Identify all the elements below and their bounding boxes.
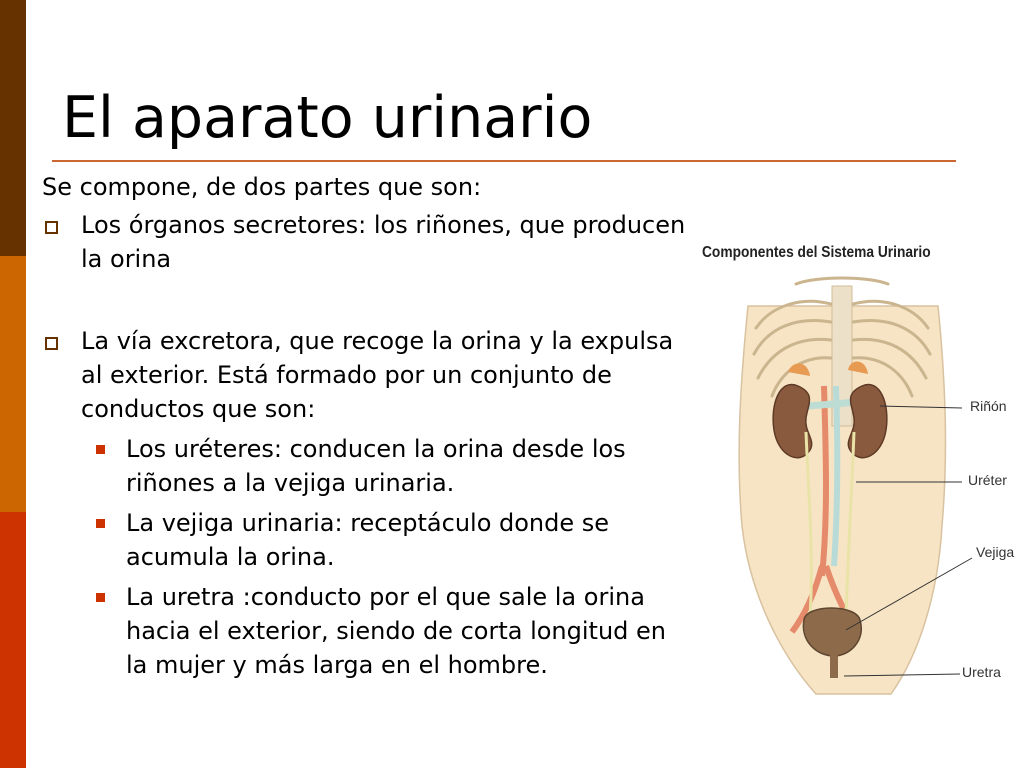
vena-cava-shape [834, 386, 837, 566]
kidney-label: Riñón [970, 398, 1007, 414]
filled-square-bullet-icon [96, 519, 105, 528]
hollow-square-bullet-icon [45, 221, 58, 234]
intro-text: Se compone, de dos partes que son: [42, 173, 482, 201]
slide-title: El aparato urinario [62, 85, 593, 151]
bladder-label: Vejiga [976, 544, 1015, 560]
ureter-label: Uréter [968, 472, 1007, 488]
sub-bullet-item [81, 432, 692, 500]
bullet-item [42, 208, 692, 276]
slide-body [42, 170, 692, 682]
sub-bullet-list [81, 432, 692, 682]
bullet-list [42, 208, 692, 682]
sub-bullet-text: La uretra :conducto por el que sale la orina hacia el exterior, siendo de corta longitud en la mujer y más larga en el hombre. [126, 583, 666, 679]
title-underline [52, 160, 956, 162]
bullet-text: La vía excretora, que recoge la orina y la expulsa al exterior. Está formado por un conjunto de conductos que son: [81, 327, 674, 423]
sub-bullet-item [81, 580, 692, 682]
diagram-title: Componentes del Sistema Urinario [702, 244, 931, 261]
sub-bullet-item [81, 506, 692, 574]
urethra-label: Uretra [962, 664, 1001, 680]
sub-bullet-text: Los uréteres: conducen la orina desde los riñones a la vejiga urinaria. [126, 435, 626, 497]
filled-square-bullet-icon [96, 593, 105, 602]
side-bar-bottom [0, 512, 26, 768]
urinary-illustration [696, 236, 1024, 706]
filled-square-bullet-icon [96, 445, 105, 454]
bullet-item [42, 324, 692, 682]
hollow-square-bullet-icon [45, 337, 58, 350]
sub-bullet-text: La vejiga urinaria: receptáculo donde se acumula la orina. [126, 509, 610, 571]
urethra-shape [830, 654, 838, 678]
side-bar-middle [0, 256, 26, 512]
urinary-system-diagram [696, 236, 1024, 706]
side-bar-top [0, 0, 26, 256]
bullet-text: Los órganos secretores: los riñones, que producen la orina [81, 211, 686, 273]
